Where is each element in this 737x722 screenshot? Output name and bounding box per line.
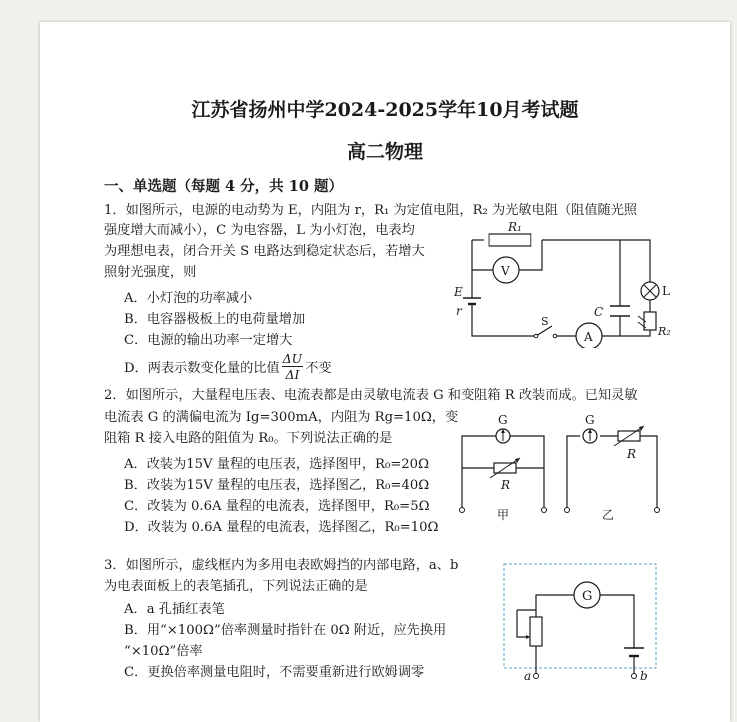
fraction (282, 351, 304, 382)
label-yi-r: R (627, 447, 637, 461)
label-b-terminal: b (640, 669, 648, 683)
zero-adjust-resistor (530, 617, 542, 646)
q2-option-c: C．改装为 0.6A 量程的电流表，选择图甲，R₀=5Ω (124, 499, 430, 514)
label-a: A (584, 330, 593, 344)
q2-option-b: B．改装为15V 量程的电压表，选择图乙，R₀=40Ω (124, 478, 430, 493)
label-a-terminal: a (524, 669, 532, 683)
label-r1: R₁ (508, 220, 522, 234)
label-jia-g: G (498, 413, 508, 427)
caption-yi: 乙 (602, 508, 615, 522)
q2-circuit-figure (452, 412, 677, 522)
q2-line-2: 电流表 G 的满偏电流为 Ig=300mA，内阻为 Rg=10Ω，变 (104, 410, 459, 425)
q3-option-b-cont: “×10Ω”倍率 (124, 644, 203, 659)
q1-option-d-prefix: D．两表示数变化量的比值 (124, 361, 280, 376)
exam-page (40, 22, 730, 722)
q2-option-a: A．改装为15V 量程的电压表，选择图甲，R₀=20Ω (124, 457, 429, 472)
q1-line-1: 1．如图所示，电源的电动势为 E，内阻为 r，R₁ 为定值电阻，R₂ 为光敏电阻（阻值随光照 (104, 203, 638, 218)
label-r2: R₂ (658, 325, 671, 338)
q1-option-d-suffix: 不变 (305, 361, 332, 376)
q2-option-d: D．改装为 0.6A 量程的电流表，选择图乙，R₀=10Ω (124, 520, 439, 535)
q3-option-b: B．用“×100Ω”倍率测量时指针在 0Ω 附近，应先换用 (124, 623, 447, 638)
q1-option-d (124, 351, 332, 382)
resistor-r1 (489, 234, 531, 246)
caption-jia: 甲 (497, 508, 510, 522)
q3-option-c: C．更换倍率测量电阻时，不需要重新进行欧姆调零 (124, 665, 425, 680)
q2-line-1: 2．如图所示，大量程电压表、电流表都是由灵敏电流表 G 和变阻箱 R 改装而成。已知灵敏 (104, 388, 638, 403)
q1-line-3: 为理想电表，闭合开关 S 电路达到稳定状态后，若增大 (104, 244, 425, 259)
section-heading: 一、单选题（每题 4 分，共 10 题） (104, 178, 343, 195)
q1-circuit-figure (452, 218, 672, 348)
q1-option-a: A．小灯泡的功率减小 (124, 291, 253, 306)
q1-option-b: B．电容器极板上的电荷量增加 (124, 312, 306, 327)
q3-multimeter-figure (502, 562, 662, 687)
q1-line-4: 照射光强度，则 (104, 265, 197, 280)
label-v: V (501, 264, 510, 278)
label-g: G (582, 589, 593, 604)
q2-line-3: 阻箱 R 接入电路的阻值为 R₀。下列说法正确的是 (104, 431, 393, 446)
fraction-numerator: ΔU (282, 351, 303, 366)
q1-option-c: C．电源的输出功率一定增大 (124, 333, 293, 348)
q3-line-1: 3．如图所示，虚线框内为多用电表欧姆挡的内部电路，a、b (104, 558, 459, 573)
label-jia-r: R (501, 478, 511, 492)
label-l: L (662, 284, 670, 298)
label-c: C (594, 305, 604, 319)
label-yi-g: G (585, 413, 595, 427)
subject-title: 高二物理 (346, 141, 423, 163)
fraction-denominator: ΔI (285, 367, 300, 382)
exam-title: 江苏省扬州中学2024-2025学年10月考试题 (191, 99, 579, 121)
q3-line-2: 为电表面板上的表笔插孔，下列说法正确的是 (104, 579, 368, 594)
q1-line-2: 强度增大而减小），C 为电容器，L 为小灯泡，电表均 (104, 223, 415, 238)
label-e: E (454, 285, 463, 299)
label-s: S (541, 315, 549, 328)
q3-option-a: A．a 孔插红表笔 (124, 602, 225, 617)
label-r: r (456, 304, 462, 318)
